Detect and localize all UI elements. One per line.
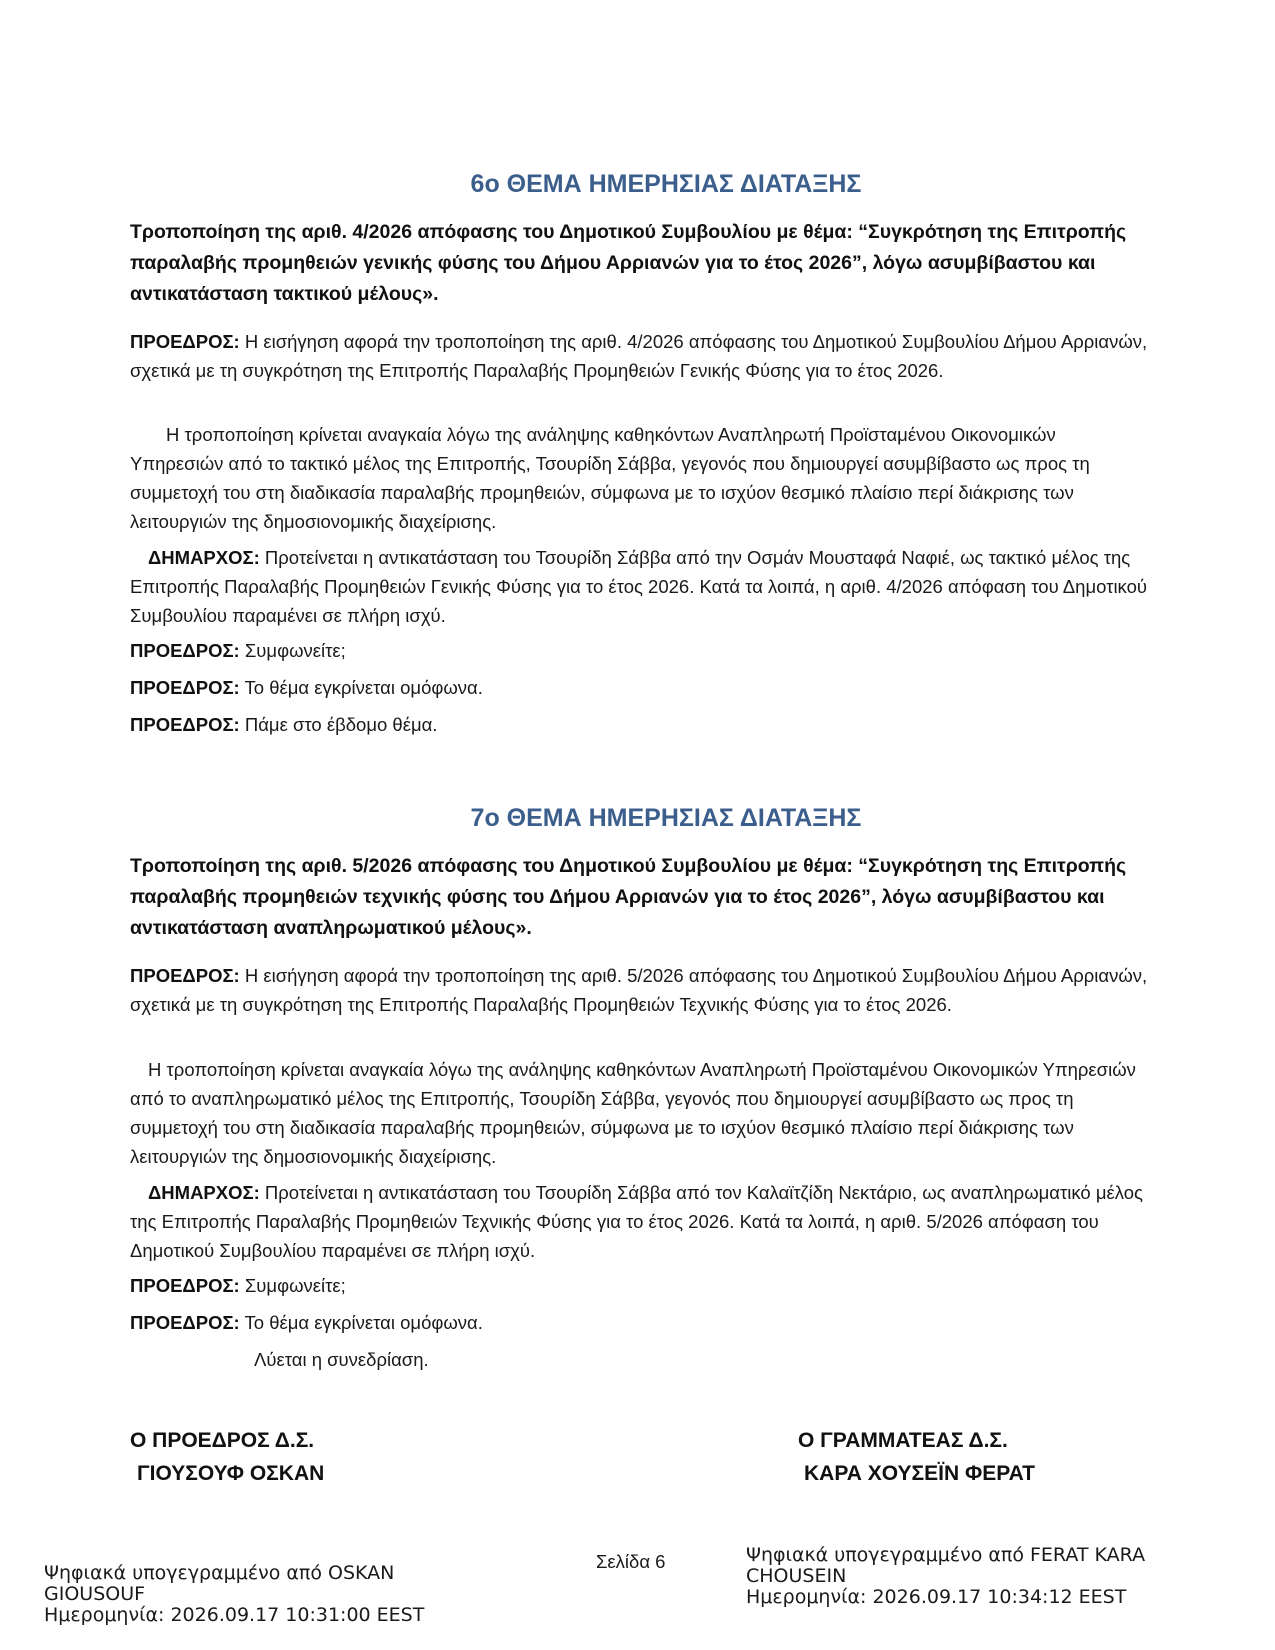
section-7-paragraph-4 <box>130 1271 1150 1300</box>
speaker-label: ΔΗΜΑΡΧΟΣ: <box>148 1182 260 1203</box>
section-7-subject: Τροποποίηση της αριθ. 5/2026 απόφασης του Δημοτικού Συμβουλίου με θέμα: “Συγκρότηση της Επιτροπής παραλαβής προμηθειών τεχνικής φύσης του Δήμου Αρριανών για το έτος 2026”, λόγω ασυμβίβαστου και αντικατάσταση αναπληρωματικού μέλους». <box>130 855 1127 939</box>
section-6-paragraph-2: Η τροποποίηση κρίνεται αναγκαία λόγω της ανάληψης καθηκόντων Αναπληρωτή Προϊσταμένου Οικονομικών Υπηρεσιών από το τακτικό μέλος της Επιτροπής, Τσουρίδη Σάββα, γεγονός που δημιουργεί ασυμβίβαστο ως προς τη συμμετοχή του στη διαδικασία παραλαβής προμηθειών, σύμφωνα με το ισχύον θεσμικό πλαίσιο περί διάκρισης των λειτουργιών της δημοσιονομικής διαχείρισης. <box>130 424 1090 532</box>
speaker-label: ΔΗΜΑΡΧΟΣ: <box>148 547 260 568</box>
left-sign-date: Ημερομηνία: 2026.09.17 10:31:00 EEST <box>44 1604 425 1626</box>
section-6-paragraph-5 <box>130 673 1150 702</box>
page-number: Σελίδα 6 <box>596 1551 666 1572</box>
paragraph-text: Συμφωνείτε; <box>239 1275 346 1296</box>
secretary-signature-block <box>798 1424 1035 1490</box>
speaker-label: ΠΡΟΕΔΡΟΣ: <box>130 714 240 735</box>
paragraph-text: Η εισήγηση αφορά την τροποποίηση της αριθ. 5/2026 απόφασης του Δημοτικού Συμβουλίου Δήμου Αρριανών, σχετικά με τη συγκρότηση της Επιτροπής Παραλαβής Προμηθειών Τεχνικής Φύσης για το έτος 2026. <box>130 965 1148 1015</box>
left-signer: Ψηφιακά υπογεγραμμένο από OSKAN <box>44 1562 395 1584</box>
section-6-paragraph-1 <box>130 327 1150 385</box>
speaker-label: ΠΡΟΕΔΡΟΣ: <box>130 1275 240 1296</box>
paragraph-text: Προτείνεται η αντικατάσταση του Τσουρίδη Σάββα από την Οσμάν Μουσταφά Ναφιέ, ως τακτικό μέλος της Επιτροπής Παραλαβής Προμηθειών Γενικής Φύσης για το έτος 2026. Κατά τα λοιπά, η αριθ. 4/2026 απόφαση του Δημοτικού Συμβουλίου παραμένει σε πλήρη ισχύ. <box>130 547 1147 626</box>
secretary-title: Ο ΓΡΑΜΜΑΤΕΑΣ Δ.Σ. <box>798 1429 1008 1452</box>
section-6-paragraph-4 <box>130 636 1150 665</box>
paragraph-text: Πάμε στο έβδομο θέμα. <box>239 714 438 735</box>
section-7-paragraph-3 <box>130 1178 1150 1265</box>
speaker-label: ΠΡΟΕΔΡΟΣ: <box>130 1312 240 1333</box>
secretary-name: ΚΑΡΑ ΧΟΥΣΕΪΝ ΦΕΡΑΤ <box>804 1462 1035 1485</box>
right-sign-date: Ημερομηνία: 2026.09.17 10:34:12 EEST <box>746 1586 1127 1608</box>
paragraph-text: Το θέμα εγκρίνεται ομόφωνα. <box>239 677 483 698</box>
speaker-label: ΠΡΟΕΔΡΟΣ: <box>130 331 240 352</box>
section-6-paragraph-3 <box>130 543 1150 630</box>
section-7-paragraph-1 <box>130 961 1150 1019</box>
speaker-label: ΠΡΟΕΔΡΟΣ: <box>130 965 240 986</box>
closing-line: Λύεται η συνεδρίαση. <box>254 1349 429 1370</box>
section-7-paragraph-5 <box>130 1308 1150 1337</box>
section-6-subject: Τροποποίηση της αριθ. 4/2026 απόφασης του Δημοτικού Συμβουλίου με θέμα: “Συγκρότηση της Επιτροπής παραλαβής προμηθειών γενικής φύσης του Δήμου Αρριανών για το έτος 2026”, λόγω ασυμβίβαστου και αντικατάσταση τακτικού μέλους». <box>130 221 1127 305</box>
section-7-paragraph-2: Η τροποποίηση κρίνεται αναγκαία λόγω της ανάληψης καθηκόντων Αναπληρωτή Προϊσταμένου Οικονομικών Υπηρεσιών από το αναπληρωματικό μέλος της Επιτροπής, Τσουρίδη Σάββα, γεγονός που δημιουργεί ασυμβίβαστο ως προς τη συμμετοχή του στη διαδικασία παραλαβής προμηθειών, σύμφωνα με το ισχύον θεσμικό πλαίσιο περί διάκρισης των λειτουργιών της δημοσιονομικής διαχείρισης. <box>130 1059 1136 1167</box>
left-signer-cont: GIOUSOUF <box>44 1583 146 1605</box>
paragraph-text: Συμφωνείτε; <box>239 640 346 661</box>
chairman-name: ΓΙΟΥΣΟΥΦ ΟΣΚΑΝ <box>137 1462 325 1485</box>
section-6-heading: 6ο ΘΕΜΑ ΗΜΕΡΗΣΙΑΣ ΔΙΑΤΑΞΗΣ <box>470 170 862 198</box>
paragraph-text: Το θέμα εγκρίνεται ομόφωνα. <box>239 1312 483 1333</box>
right-digital-signature-stamp <box>746 1545 1246 1608</box>
paragraph-text: Προτείνεται η αντικατάσταση του Τσουρίδη Σάββα από τον Καλαϊτζίδη Νεκτάριο, ως αναπληρωματικό μέλος της Επιτροπής Παραλαβής Προμηθειών Τεχνικής Φύσης για το έτος 2026. Κατά τα λοιπά, η αριθ. 5/2026 απόφαση του Δημοτικού Συμβουλίου παραμένει σε πλήρη ισχύ. <box>130 1182 1143 1261</box>
paragraph-text: Η εισήγηση αφορά την τροποποίηση της αριθ. 4/2026 απόφασης του Δημοτικού Συμβουλίου Δήμου Αρριανών, σχετικά με τη συγκρότηση της Επιτροπής Παραλαβής Προμηθειών Γενικής Φύσης για το έτος 2026. <box>130 331 1148 381</box>
speaker-label: ΠΡΟΕΔΡΟΣ: <box>130 677 240 698</box>
right-signer-cont: CHOUSEIN <box>746 1565 847 1587</box>
left-digital-signature-stamp <box>44 1563 524 1626</box>
chairman-title: Ο ΠΡΟΕΔΡΟΣ Δ.Σ. <box>130 1429 315 1452</box>
section-6-paragraph-6 <box>130 710 1150 739</box>
right-signer: Ψηφιακά υπογεγραμμένο από FERAT KARA <box>746 1544 1146 1566</box>
section-7-heading: 7ο ΘΕΜΑ ΗΜΕΡΗΣΙΑΣ ΔΙΑΤΑΞΗΣ <box>470 804 862 832</box>
chairman-signature-block <box>130 1424 324 1490</box>
speaker-label: ΠΡΟΕΔΡΟΣ: <box>130 640 240 661</box>
